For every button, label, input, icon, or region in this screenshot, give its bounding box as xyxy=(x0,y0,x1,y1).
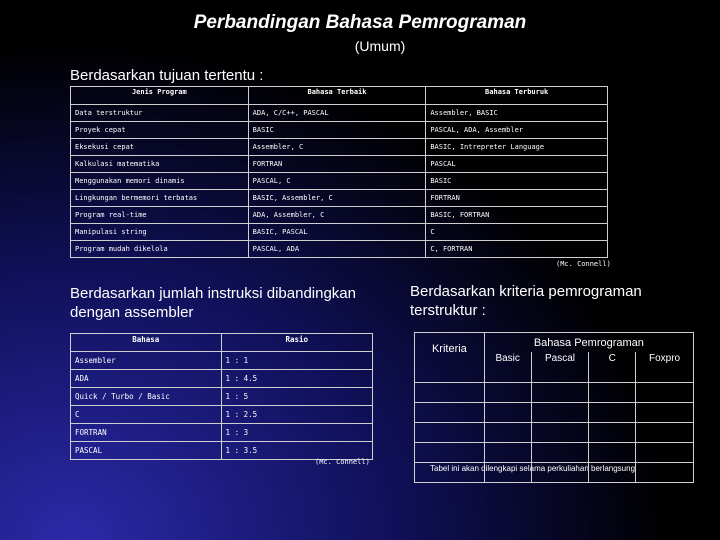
cell: Kalkulasi matematika xyxy=(71,156,249,173)
cell xyxy=(636,442,694,462)
cell xyxy=(636,402,694,422)
cell xyxy=(415,402,485,422)
cell: BASIC, Assembler, C xyxy=(248,190,426,207)
cell xyxy=(415,382,485,402)
cell: C, FORTRAN xyxy=(426,241,608,258)
table-row xyxy=(71,352,373,370)
cell: C xyxy=(426,224,608,241)
cell: 1 : 2.5 xyxy=(221,406,372,424)
table-row xyxy=(415,382,694,402)
cell xyxy=(484,382,531,402)
table-row xyxy=(71,173,608,190)
lang-header-pascal: Pascal xyxy=(531,352,589,382)
bahasa-pemrograman-header: Bahasa Pemrograman xyxy=(484,333,693,353)
cell xyxy=(636,422,694,442)
section2-heading-line1: Berdasarkan jumlah instruksi dibandingkan xyxy=(70,285,356,302)
table-row xyxy=(71,139,608,156)
cell: Assembler xyxy=(71,352,222,370)
cell: Proyek cepat xyxy=(71,122,249,139)
cell: 1 : 1 xyxy=(221,352,372,370)
cell: 1 : 3.5 xyxy=(221,442,372,460)
table-row xyxy=(71,224,608,241)
cell: Lingkungan bermemori terbatas xyxy=(71,190,249,207)
cell: FORTRAN xyxy=(71,424,222,442)
cell: BASIC, FORTRAN xyxy=(426,207,608,224)
table-row xyxy=(71,190,608,207)
cell xyxy=(531,442,589,462)
slide-title: Perbandingan Bahasa Pemrograman xyxy=(193,12,527,33)
table-row xyxy=(415,402,694,422)
table-row xyxy=(71,105,608,122)
cell: Eksekusi cepat xyxy=(71,139,249,156)
cell xyxy=(531,382,589,402)
cell xyxy=(589,442,636,462)
kriteria-header: Kriteria xyxy=(415,333,485,383)
header-rasio: Rasio xyxy=(221,334,372,352)
cell xyxy=(415,422,485,442)
cell: Assembler, C xyxy=(248,139,426,156)
table-row xyxy=(71,388,373,406)
cell: PASCAL, ADA, Assembler xyxy=(426,122,608,139)
section3-heading-line1: Berdasarkan kriteria pemrograman xyxy=(410,283,642,300)
table-row xyxy=(415,422,694,442)
cell xyxy=(589,382,636,402)
lang-header-foxpro: Foxpro xyxy=(636,352,694,382)
header-bahasa-terbaik: Bahasa Terbaik xyxy=(248,87,426,105)
cell: FORTRAN xyxy=(248,156,426,173)
header-bahasa: Bahasa xyxy=(71,334,222,352)
table-row xyxy=(71,207,608,224)
section3-heading-line2: terstruktur : xyxy=(410,302,486,319)
ratio-table xyxy=(70,333,373,460)
cell xyxy=(484,442,531,462)
cell: PASCAL xyxy=(71,442,222,460)
cell: 1 : 4.5 xyxy=(221,370,372,388)
slide-subtitle: (Umum) xyxy=(354,38,406,54)
cell xyxy=(589,422,636,442)
table-row xyxy=(71,122,608,139)
table-row xyxy=(71,424,373,442)
cell: Program real-time xyxy=(71,207,249,224)
cell xyxy=(531,422,589,442)
lang-header-c: C xyxy=(589,352,636,382)
criteria-table xyxy=(414,332,694,483)
cell xyxy=(636,462,694,482)
cell: BASIC xyxy=(248,122,426,139)
cell xyxy=(484,422,531,442)
cell: BASIC, Intrepreter Language xyxy=(426,139,608,156)
table-row xyxy=(71,406,373,424)
source-note: (Mc. Connell) xyxy=(556,260,611,268)
cell xyxy=(636,382,694,402)
cell: FORTRAN xyxy=(426,190,608,207)
section2-heading-line2: dengan assembler xyxy=(70,304,194,321)
cell: Manipulasi string xyxy=(71,224,249,241)
cell: 1 : 3 xyxy=(221,424,372,442)
cell: PASCAL xyxy=(426,156,608,173)
cell xyxy=(531,402,589,422)
table-row xyxy=(71,241,608,258)
table-row xyxy=(71,442,373,460)
cell: ADA, C/C++, PASCAL xyxy=(248,105,426,122)
table-caption: Tabel ini akan dilengkapi selama perkuliahan berlangsung xyxy=(430,464,636,473)
cell: ADA xyxy=(71,370,222,388)
table-row xyxy=(415,442,694,462)
cell xyxy=(415,442,485,462)
section1-heading: Berdasarkan tujuan tertentu : xyxy=(70,67,264,84)
cell: Quick / Turbo / Basic xyxy=(71,388,222,406)
purpose-table xyxy=(70,86,608,258)
cell: C xyxy=(71,406,222,424)
cell xyxy=(484,402,531,422)
header-jenis-program: Jenis Program xyxy=(71,87,249,105)
cell: 1 : 5 xyxy=(221,388,372,406)
cell: ADA, Assembler, C xyxy=(248,207,426,224)
cell xyxy=(589,402,636,422)
table-row xyxy=(71,370,373,388)
cell: BASIC, PASCAL xyxy=(248,224,426,241)
cell: Assembler, BASIC xyxy=(426,105,608,122)
cell: BASIC xyxy=(426,173,608,190)
cell: Menggunakan memori dinamis xyxy=(71,173,249,190)
cell: Data terstruktur xyxy=(71,105,249,122)
cell: Program mudah dikelola xyxy=(71,241,249,258)
cell: PASCAL, ADA xyxy=(248,241,426,258)
header-bahasa-terburuk: Bahasa Terburuk xyxy=(426,87,608,105)
lang-header-basic: Basic xyxy=(484,352,531,382)
source-note: (Mc. Connell) xyxy=(315,458,370,466)
table-row xyxy=(71,156,608,173)
cell: PASCAL, C xyxy=(248,173,426,190)
